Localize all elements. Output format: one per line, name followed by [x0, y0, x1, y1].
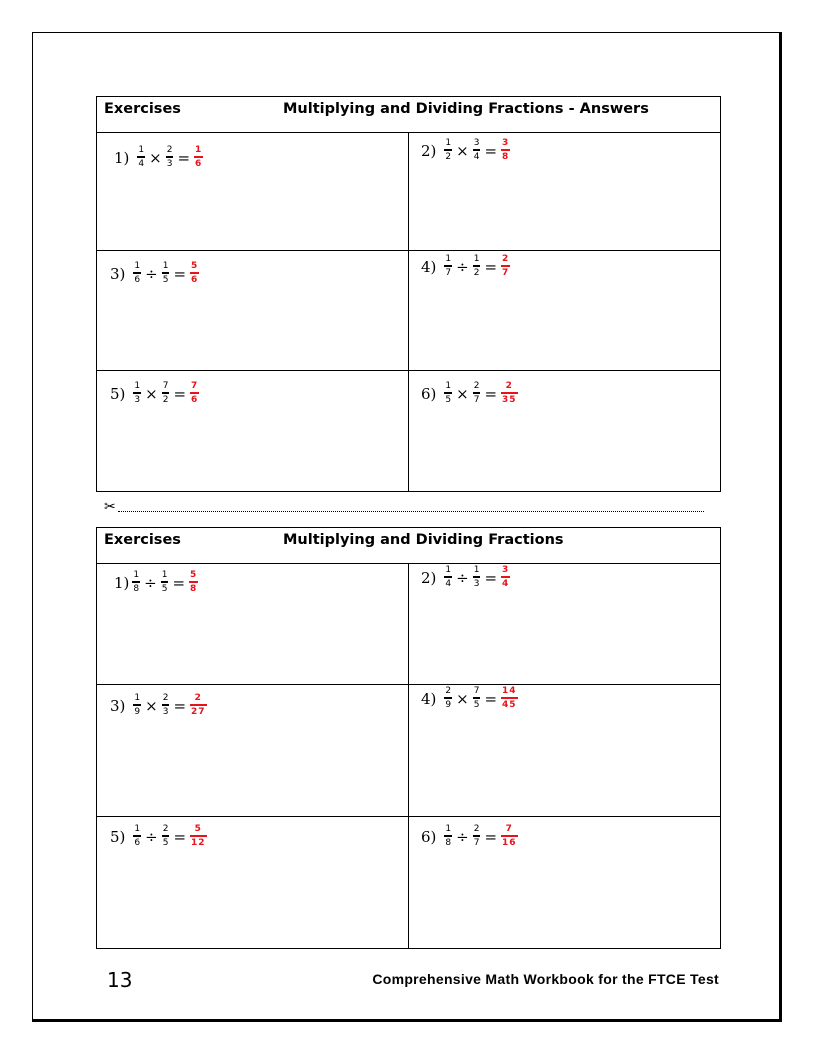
- problem-2: [421, 139, 511, 162]
- denominator: 8: [133, 583, 140, 594]
- operator: ×: [456, 141, 469, 160]
- problem-cell: [409, 251, 720, 371]
- numerator: 1: [134, 261, 141, 272]
- denominator: 7: [473, 394, 480, 405]
- denominator: 27: [191, 707, 206, 717]
- problem-5: [110, 382, 200, 405]
- equals-sign: =: [484, 384, 498, 403]
- problem-3: [110, 694, 208, 717]
- problem-number: 4): [421, 689, 437, 708]
- numerator: 5: [190, 570, 198, 580]
- numerator: 1: [133, 570, 140, 581]
- worksheet-header: [97, 528, 720, 564]
- denominator: 8: [445, 837, 452, 848]
- answer-fraction: [501, 687, 518, 710]
- answer-fraction: [501, 255, 510, 278]
- problem-number: 3): [110, 696, 126, 715]
- fraction-b: [166, 146, 174, 169]
- operator: ÷: [456, 257, 469, 276]
- problem-4: [421, 255, 511, 278]
- problem-cell: [409, 817, 720, 949]
- numerator: 1: [445, 138, 452, 149]
- denominator: 35: [502, 395, 517, 405]
- fraction-a: [444, 566, 452, 589]
- operator: ×: [456, 689, 469, 708]
- problem-cell: [409, 371, 720, 491]
- fraction-b: [162, 825, 170, 848]
- denominator: 4: [502, 579, 510, 589]
- operator: ×: [145, 696, 158, 715]
- denominator: 12: [191, 838, 206, 848]
- fraction-b: [162, 262, 170, 285]
- fraction-a: [132, 571, 140, 594]
- equals-sign: =: [177, 148, 191, 167]
- denominator: 6: [191, 395, 199, 405]
- denominator: 3: [473, 578, 480, 589]
- numerator: 7: [162, 381, 169, 392]
- exercises-worksheet: [96, 527, 721, 949]
- worksheet-title: Multiplying and Dividing Fractions: [283, 532, 564, 548]
- operator: ÷: [145, 264, 158, 283]
- fraction-a: [444, 825, 452, 848]
- denominator: 9: [134, 706, 141, 717]
- operator: ÷: [456, 827, 469, 846]
- denominator: 45: [502, 700, 517, 710]
- operator: ×: [149, 148, 162, 167]
- numerator: 2: [166, 145, 173, 156]
- fraction-a: [444, 382, 452, 405]
- problem-5: [110, 825, 208, 848]
- numerator: 3: [502, 138, 510, 148]
- problem-number: 2): [421, 568, 437, 587]
- operator: ×: [456, 384, 469, 403]
- denominator: 2: [473, 267, 480, 278]
- problem-1: [114, 146, 204, 169]
- answer-fraction: [501, 825, 518, 848]
- exercises-label: Exercises: [104, 101, 181, 117]
- problem-number: 5): [110, 384, 126, 403]
- problem-number: 4): [421, 257, 437, 276]
- fraction-b: [161, 571, 169, 594]
- denominator: 7: [473, 837, 480, 848]
- fraction-a: [133, 382, 141, 405]
- fraction-a: [444, 255, 452, 278]
- equals-sign: =: [484, 141, 498, 160]
- book-title: Comprehensive Math Workbook for the FTCE Test: [372, 971, 719, 987]
- fraction-a: [133, 825, 141, 848]
- equals-sign: =: [173, 264, 187, 283]
- problem-cell: [97, 251, 409, 371]
- page-number: 13: [107, 968, 133, 992]
- numerator: 7: [505, 824, 513, 834]
- numerator: 3: [502, 565, 510, 575]
- numerator: 1: [162, 261, 169, 272]
- numerator: 1: [445, 565, 452, 576]
- denominator: 5: [161, 583, 168, 594]
- numerator: 2: [505, 381, 513, 391]
- fraction-b: [473, 382, 481, 405]
- denominator: 7: [445, 267, 452, 278]
- problem-1: [114, 571, 199, 594]
- equals-sign: =: [484, 568, 498, 587]
- fraction-b: [162, 694, 170, 717]
- fraction-a: [133, 694, 141, 717]
- equals-sign: =: [173, 827, 187, 846]
- fraction-b: [473, 566, 481, 589]
- answer-fraction: [190, 382, 199, 405]
- answer-fraction: [189, 571, 198, 594]
- numerator: 14: [502, 686, 517, 696]
- problem-4: [421, 687, 519, 710]
- denominator: 5: [473, 699, 480, 710]
- equals-sign: =: [172, 573, 186, 592]
- denominator: 3: [166, 158, 173, 169]
- numerator: 2: [445, 686, 452, 697]
- answer-fraction: [501, 382, 518, 405]
- dotted-cut-guide: [118, 503, 704, 512]
- problem-number: 2): [421, 141, 437, 160]
- answer-fraction: [501, 566, 510, 589]
- fraction-a: [137, 146, 145, 169]
- problem-cell: [97, 564, 409, 685]
- fraction-b: [473, 255, 481, 278]
- denominator: 7: [502, 268, 510, 278]
- equals-sign: =: [484, 689, 498, 708]
- problem-cell: [97, 817, 409, 949]
- numerator: 7: [473, 686, 480, 697]
- denominator: 5: [445, 394, 452, 405]
- operator: ×: [145, 384, 158, 403]
- problem-number: 1): [114, 573, 130, 592]
- answer-fraction: [190, 825, 207, 848]
- problem-number: 1): [114, 148, 130, 167]
- denominator: 8: [502, 152, 510, 162]
- denominator: 2: [445, 151, 452, 162]
- numerator: 1: [134, 824, 141, 835]
- problem-2: [421, 566, 511, 589]
- fraction-a: [444, 687, 452, 710]
- denominator: 9: [445, 699, 452, 710]
- problem-cell: [409, 133, 720, 251]
- equals-sign: =: [173, 384, 187, 403]
- worksheet-header: [97, 97, 720, 133]
- problem-cell: [97, 685, 409, 817]
- answer-fraction: [194, 146, 203, 169]
- fraction-a: [133, 262, 141, 285]
- fraction-a: [444, 139, 452, 162]
- numerator: 1: [134, 693, 141, 704]
- problem-cell: [97, 133, 409, 251]
- denominator: 6: [134, 837, 141, 848]
- denominator: 6: [191, 275, 199, 285]
- problem-6: [421, 382, 519, 405]
- problem-number: 6): [421, 384, 437, 403]
- problem-cell: [409, 564, 720, 685]
- denominator: 3: [134, 394, 141, 405]
- worksheet-title: Multiplying and Dividing Fractions - Answers: [283, 101, 649, 117]
- denominator: 3: [162, 706, 169, 717]
- numerator: 1: [161, 570, 168, 581]
- problem-6: [421, 825, 519, 848]
- numerator: 1: [473, 565, 480, 576]
- problem-cell: [97, 371, 409, 491]
- scissors-icon: ✂: [104, 499, 116, 515]
- problem-3: [110, 262, 200, 285]
- fraction-b: [473, 139, 481, 162]
- denominator: 8: [190, 584, 198, 594]
- cut-line: [104, 499, 704, 515]
- equals-sign: =: [173, 696, 187, 715]
- denominator: 5: [162, 274, 169, 285]
- numerator: 2: [194, 693, 202, 703]
- numerator: 1: [445, 824, 452, 835]
- numerator: 2: [473, 381, 480, 392]
- problem-number: 6): [421, 827, 437, 846]
- operator: ÷: [145, 827, 158, 846]
- fraction-b: [473, 687, 481, 710]
- denominator: 16: [502, 838, 517, 848]
- numerator: 2: [502, 254, 510, 264]
- problem-number: 3): [110, 264, 126, 283]
- denominator: 2: [162, 394, 169, 405]
- denominator: 4: [473, 151, 480, 162]
- answer-fraction: [190, 694, 207, 717]
- denominator: 4: [138, 158, 145, 169]
- fraction-b: [162, 382, 170, 405]
- numerator: 5: [194, 824, 202, 834]
- operator: ÷: [144, 573, 157, 592]
- exercises-label: Exercises: [104, 532, 181, 548]
- numerator: 1: [445, 254, 452, 265]
- numerator: 3: [473, 138, 480, 149]
- numerator: 7: [191, 381, 199, 391]
- numerator: 2: [162, 824, 169, 835]
- numerator: 5: [191, 261, 199, 271]
- equals-sign: =: [484, 827, 498, 846]
- numerator: 1: [445, 381, 452, 392]
- fraction-b: [473, 825, 481, 848]
- problem-grid: [97, 564, 720, 949]
- problem-number: 5): [110, 827, 126, 846]
- denominator: 4: [445, 578, 452, 589]
- answers-worksheet: [96, 96, 721, 492]
- answer-fraction: [190, 262, 199, 285]
- operator: ÷: [456, 568, 469, 587]
- numerator: 1: [138, 145, 145, 156]
- equals-sign: =: [484, 257, 498, 276]
- problem-grid: [97, 133, 720, 491]
- problem-cell: [409, 685, 720, 817]
- answer-fraction: [501, 139, 510, 162]
- denominator: 5: [162, 837, 169, 848]
- denominator: 6: [134, 274, 141, 285]
- numerator: 1: [195, 145, 203, 155]
- numerator: 1: [473, 254, 480, 265]
- denominator: 6: [195, 159, 203, 169]
- numerator: 2: [162, 693, 169, 704]
- numerator: 1: [134, 381, 141, 392]
- numerator: 2: [473, 824, 480, 835]
